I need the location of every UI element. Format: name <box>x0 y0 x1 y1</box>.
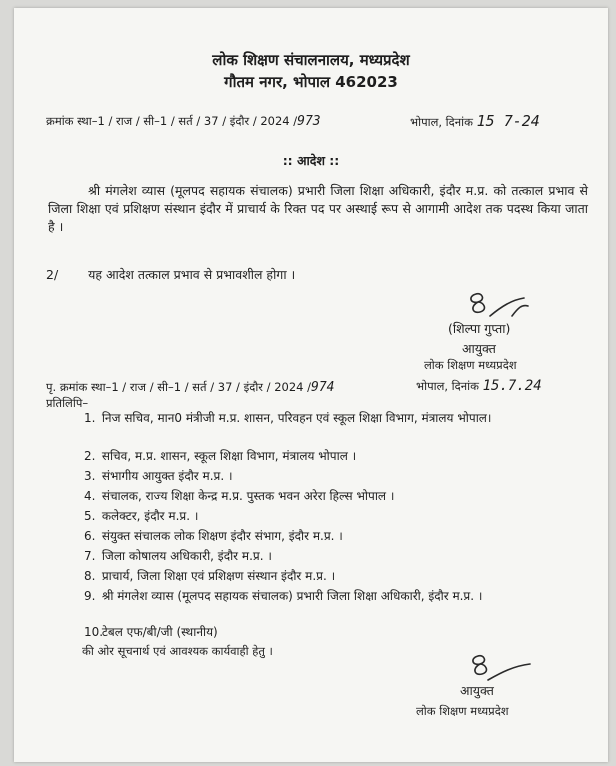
endorsement-place-date-label: भोपाल, दिनांक <box>416 379 479 393</box>
endorsement-date: 15.7.24 <box>482 378 542 394</box>
paragraph-2-text: यह आदेश तत्काल प्रभाव से प्रभावशील होगा । <box>88 267 296 282</box>
signatory-1-designation: आयुक्त <box>462 341 496 356</box>
order-ref-prefix: क्रमांक स्था–1 / राज / सी–1 / सर्त / 37 / इंदौर / 2024 / <box>46 114 298 128</box>
copy-list-item: 10. टेबल एफ/बी/जी (स्थानीय) <box>84 625 218 639</box>
order-title: :: आदेश :: <box>282 153 340 168</box>
order-paragraph-2 <box>46 266 295 283</box>
signatory-2-office: लोक शिक्षण मध्यप्रदेश <box>416 704 509 718</box>
copy-list-item: 1. निज सचिव, मान0 मंत्रीजी म.प्र. शासन, परिवहन एवं स्कूल शिक्षा विभाग, मंत्रालय भोपाल। <box>84 411 492 425</box>
signatory-1-name: (शिल्पा गुप्ता) <box>448 321 511 336</box>
endorsement-number: 974 <box>311 380 335 395</box>
copy-list-item: 4. संचालक, राज्य शिक्षा केन्द्र म.प्र. पुस्तक भवन अरेरा हिल्स भोपाल । <box>84 489 395 503</box>
order-place-date-label: भोपाल, दिनांक <box>410 115 473 129</box>
endorsement-ref-prefix: पृ. क्रमांक स्था–1 / राज / सी–1 / सर्त / 37 / इंदौर / 2024 / <box>46 380 311 394</box>
order-paragraph-1: श्री मंगलेश व्यास (मूलपद सहायक संचालक) प्रभारी जिला शिक्षा अधिकारी, इंदौर म.प्र. को तत्काल प्रभाव से जिला शिक्षा एवं प्रशिक्षण संस्थान इंदौर में प्राचार्य के रिक्त पद पर अस्थाई रूप से आगामी आदेश तक पदस्थ किया जाता है । <box>48 183 588 234</box>
closing-line: की ओर सूचनार्थ एवं आवश्यक कार्यवाही हेतु । <box>82 644 273 658</box>
endorsement-reference <box>46 380 334 395</box>
signatory-2-designation: आयुक्त <box>460 683 494 698</box>
copy-list-item: 5. कलेक्टर, इंदौर म.प्र. । <box>84 509 199 523</box>
office-name: लोक शिक्षण संचालनालय, मध्यप्रदेश <box>212 51 410 69</box>
order-date: 15 7-24 <box>476 112 540 130</box>
copy-list-item: 6. संयुक्त संचालक लोक शिक्षण इंदौर संभाग, इंदौर म.प्र. । <box>84 529 343 543</box>
order-reference <box>46 114 321 129</box>
signatory-1-office: लोक शिक्षण मध्यप्रदेश <box>424 358 517 372</box>
copy-list-item: 8. प्राचार्य, जिला शिक्षा एवं प्रशिक्षण संस्थान इंदौर म.प्र. । <box>84 569 336 583</box>
copy-list-item: 3. संभागीय आयुक्त इंदौर म.प्र. । <box>84 469 233 483</box>
document-page <box>14 8 608 762</box>
paragraph-2-number: 2/ <box>46 267 59 282</box>
copy-list-item: 9. श्री मंगलेश व्यास (मूलपद सहायक संचालक) प्रभारी जिला शिक्षा अधिकारी, इंदौर म.प्र. । <box>84 589 483 603</box>
copy-list-item: 7. जिला कोषालय अधिकारी, इंदौर म.प्र. । <box>84 549 272 563</box>
copy-label: प्रतिलिपि– <box>46 396 89 410</box>
copy-list-item: 2. सचिव, म.प्र. शासन, स्कूल शिक्षा विभाग, मंत्रालय भोपाल । <box>84 449 357 463</box>
endorsement-date-line <box>416 378 542 394</box>
order-number: 973 <box>297 114 321 129</box>
order-date-line <box>410 112 540 130</box>
office-address: गौतम नगर, भोपाल 462023 <box>224 73 398 91</box>
